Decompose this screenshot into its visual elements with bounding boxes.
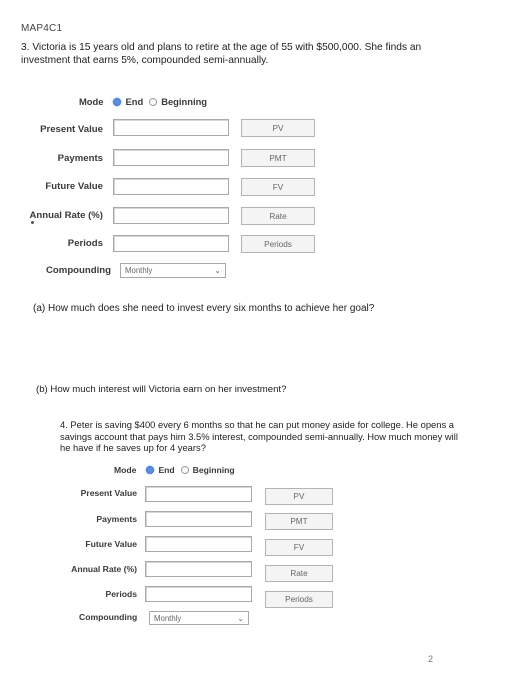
calc2-pv-field[interactable] (145, 486, 252, 502)
course-code: MAP4C1 (21, 23, 63, 34)
calc2-fv-button[interactable]: FV (265, 539, 333, 556)
part-a-question: (a) How much does she need to invest every six months to achieve her goal? (33, 303, 375, 314)
calc1-pmt-button[interactable]: PMT (241, 149, 315, 167)
calc2-fv-field[interactable] (145, 536, 252, 552)
calc2-mode-end-radio[interactable] (146, 466, 154, 474)
problem-3-text: 3. Victoria is 15 years old and plans to retire at the age of 55 with $500,000. She finds an investment that earns 5%, compounded semi-annually. (21, 42, 422, 66)
calc1-compounding-label: Compounding (46, 265, 112, 276)
chevron-down-icon: ⌄ (214, 266, 221, 275)
calc2-pmt-button[interactable]: PMT (265, 513, 333, 530)
calc2-rate-field[interactable] (145, 561, 252, 577)
calc2-mode-row (114, 465, 235, 475)
calc1-fv-label: Future Value (45, 181, 103, 192)
calc1-pv-button[interactable]: PV (241, 119, 315, 137)
calc1-periods-label: Periods (67, 238, 103, 249)
calc1-compounding-select[interactable] (120, 263, 226, 278)
chevron-down-icon: ⌄ (237, 613, 244, 623)
calc1-mode-label: Mode (79, 96, 104, 107)
calc2-periods-label: Periods (105, 589, 137, 599)
calc2-periods-field[interactable] (145, 586, 252, 602)
calc2-rate-button[interactable]: Rate (265, 565, 333, 582)
calc2-fv-label: Future Value (85, 539, 137, 549)
calc2-pmt-label: Payments (96, 514, 137, 524)
calc2-compounding-value: Monthly (154, 613, 182, 623)
calc1-mode-beginning-label: Beginning (161, 96, 208, 107)
stray-mark (31, 221, 34, 224)
calc1-pmt-label: Payments (57, 153, 103, 164)
calc2-mode-end-label: End (158, 465, 175, 475)
calc2-periods-button[interactable]: Periods (265, 591, 333, 608)
calc2-pmt-field[interactable] (145, 511, 252, 527)
calc2-mode-label: Mode (114, 465, 137, 475)
calc1-periods-button[interactable]: Periods (241, 235, 315, 253)
calc1-pv-field[interactable] (113, 119, 229, 136)
calc1-mode-end-radio[interactable] (113, 98, 121, 106)
calc2-pv-button[interactable]: PV (265, 488, 333, 505)
calc1-fv-button[interactable]: FV (241, 178, 315, 196)
calc1-pmt-field[interactable] (113, 149, 229, 166)
calc1-mode-row (79, 96, 207, 107)
calc1-periods-field[interactable] (113, 235, 229, 252)
calc1-rate-field[interactable] (113, 207, 229, 224)
calc2-mode-beginning-radio[interactable] (181, 466, 189, 474)
calc2-compounding-label: Compounding (79, 612, 138, 622)
calc1-mode-beginning-radio[interactable] (149, 98, 157, 106)
problem-4-text: 4. Peter is saving $400 every 6 months so that he can put money aside for college. He opens a savings account that pays him 3.5% interest, compounded semi-annually. How much money will he have if he saves up for 4 years? (60, 419, 458, 453)
calc2-compounding-select[interactable] (149, 611, 249, 625)
calc1-rate-button[interactable]: Rate (241, 207, 315, 225)
calc1-compounding-value: Monthly (125, 266, 153, 275)
part-b-question: (b) How much interest will Victoria earn on her investment? (36, 384, 287, 395)
calc2-pv-label: Present Value (80, 488, 137, 498)
calc2-mode-beginning-label: Beginning (192, 465, 235, 475)
page-number: 2 (428, 654, 434, 664)
calc2-rate-label: Annual Rate (%) (71, 564, 137, 574)
calc1-rate-label: Annual Rate (%) (29, 210, 103, 221)
calc1-fv-field[interactable] (113, 178, 229, 195)
calc1-mode-end-label: End (125, 96, 144, 107)
calc1-pv-label: Present Value (40, 124, 103, 135)
